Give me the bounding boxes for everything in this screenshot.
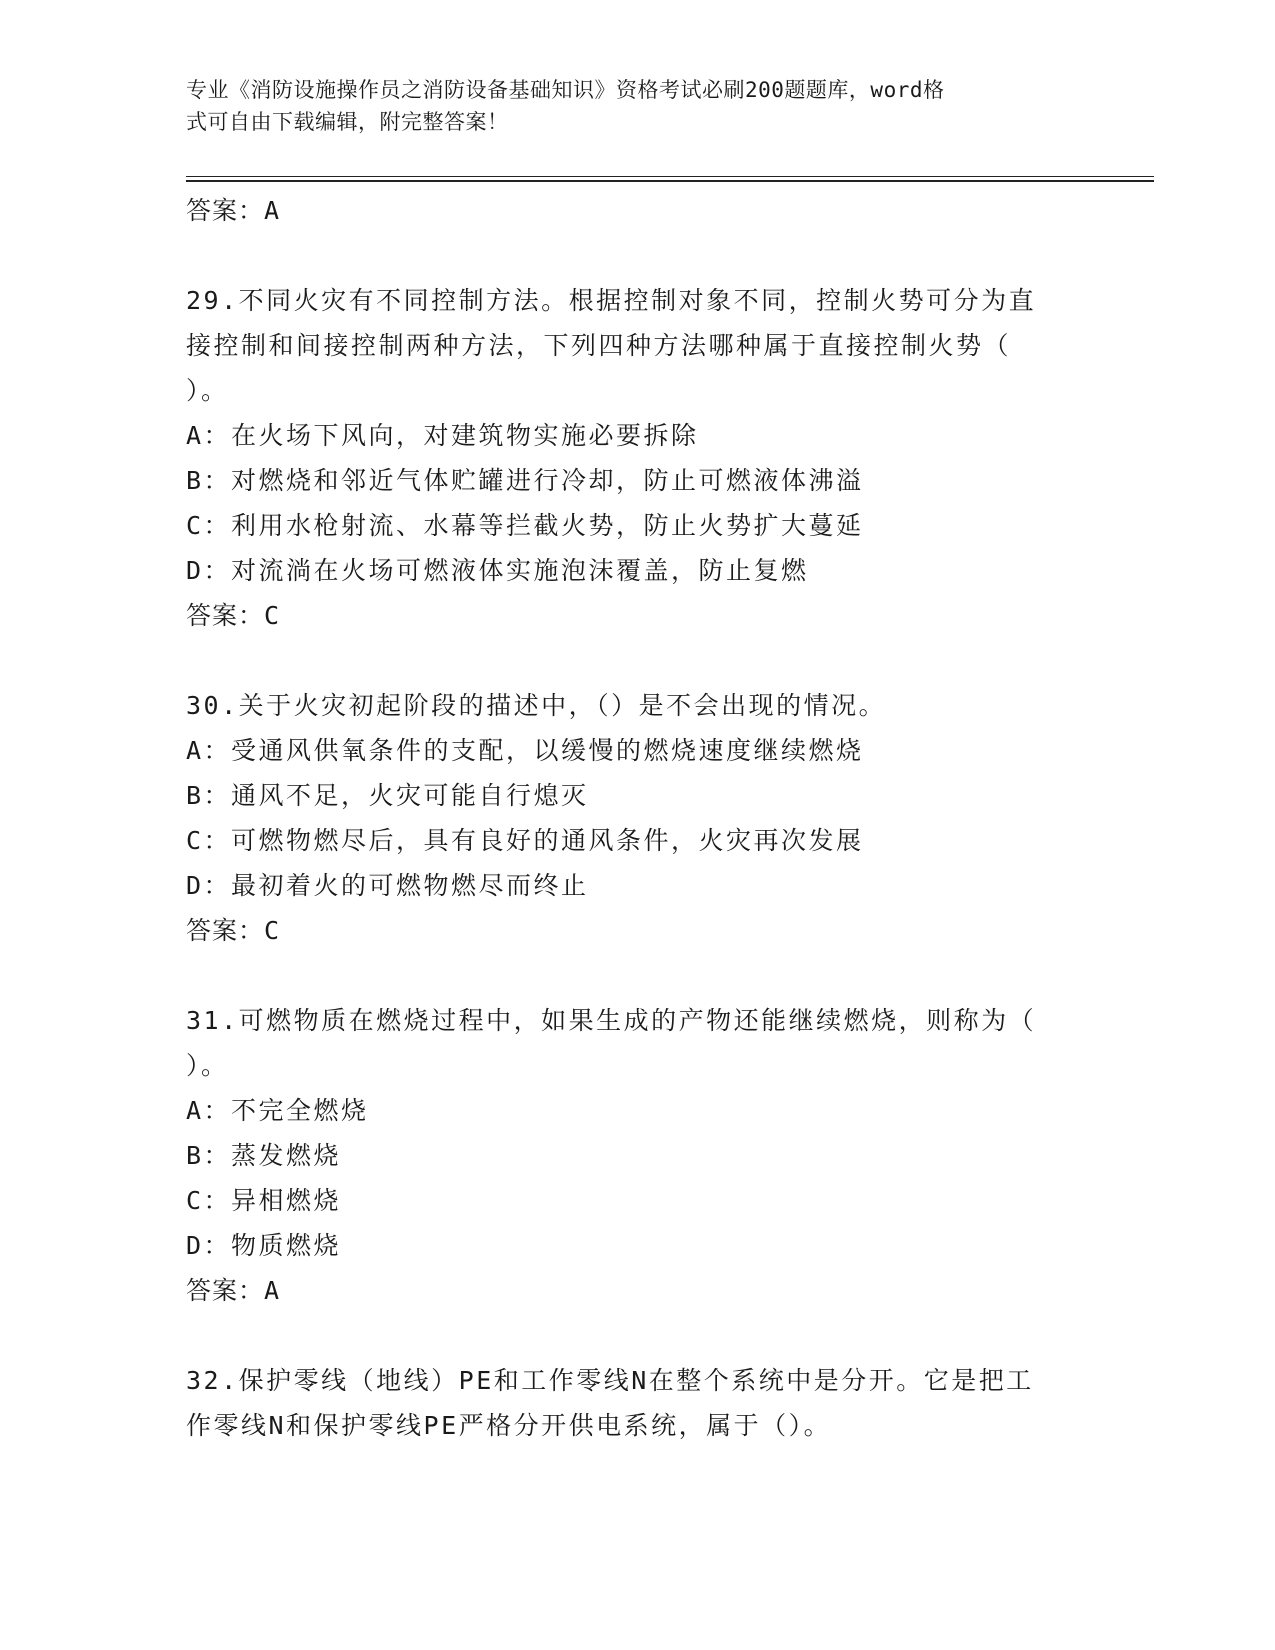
question-32 bbox=[186, 1358, 1086, 1448]
question-31 bbox=[186, 998, 1086, 1314]
option-d: D：物质燃烧 bbox=[186, 1231, 342, 1260]
option-a: A：受通风供氧条件的支配，以缓慢的燃烧速度继续燃烧 bbox=[186, 736, 864, 765]
spacer bbox=[186, 234, 1086, 278]
spacer bbox=[186, 1314, 1086, 1358]
header-line-1: 专业《消防设施操作员之消防设备基础知识》资格考试必刷200题题库，word格 bbox=[186, 78, 945, 102]
option-c: C：可燃物燃尽后，具有良好的通风条件，火灾再次发展 bbox=[186, 826, 864, 855]
question-text-line: 29.不同火灾有不同控制方法。根据控制对象不同，控制火势可分为直 bbox=[186, 286, 1037, 315]
question-text-line: ）。 bbox=[186, 376, 229, 405]
option-d: D：最初着火的可燃物燃尽而终止 bbox=[186, 871, 589, 900]
header-line-2: 式可自由下载编辑，附完整答案！ bbox=[186, 110, 509, 134]
answer-line: 答案：C bbox=[186, 601, 281, 630]
question-text-line: 作零线N和保护零线PE严格分开供电系统，属于（）。 bbox=[186, 1411, 832, 1440]
option-c: C：异相燃烧 bbox=[186, 1186, 342, 1215]
option-a: A：不完全燃烧 bbox=[186, 1096, 369, 1125]
option-b: B：对燃烧和邻近气体贮罐进行冷却，防止可燃液体沸溢 bbox=[186, 466, 864, 495]
option-b: B：蒸发燃烧 bbox=[186, 1141, 342, 1170]
answer-line: 答案：C bbox=[186, 916, 281, 945]
question-text-line: 32.保护零线（地线）PE和工作零线N在整个系统中是分开。它是把工 bbox=[186, 1366, 1034, 1395]
question-29 bbox=[186, 278, 1086, 639]
option-b: B：通风不足，火灾可能自行熄灭 bbox=[186, 781, 589, 810]
header-rule-thick bbox=[186, 180, 1154, 182]
question-30 bbox=[186, 683, 1086, 954]
option-a: A：在火场下风向，对建筑物实施必要拆除 bbox=[186, 421, 699, 450]
document-header bbox=[186, 74, 1066, 138]
answer-line: 答案：A bbox=[186, 196, 281, 225]
question-text-line: ）。 bbox=[186, 1051, 229, 1080]
header-rule-thin bbox=[186, 176, 1154, 177]
option-d: D：对流淌在火场可燃液体实施泡沫覆盖，防止复燃 bbox=[186, 556, 809, 585]
spacer bbox=[186, 954, 1086, 998]
question-text-line: 31.可燃物质在燃烧过程中，如果生成的产物还能继续燃烧，则称为（ bbox=[186, 1006, 1037, 1035]
question-text-line: 接控制和间接控制两种方法，下列四种方法哪种属于直接控制火势（ bbox=[186, 331, 1012, 360]
document-body bbox=[186, 188, 1086, 1448]
answer-line: 答案：A bbox=[186, 1276, 281, 1305]
question-text-line: 30.关于火灾初起阶段的描述中，（）是不会出现的情况。 bbox=[186, 691, 887, 720]
spacer bbox=[186, 639, 1086, 683]
option-c: C：利用水枪射流、水幕等拦截火势，防止火势扩大蔓延 bbox=[186, 511, 864, 540]
